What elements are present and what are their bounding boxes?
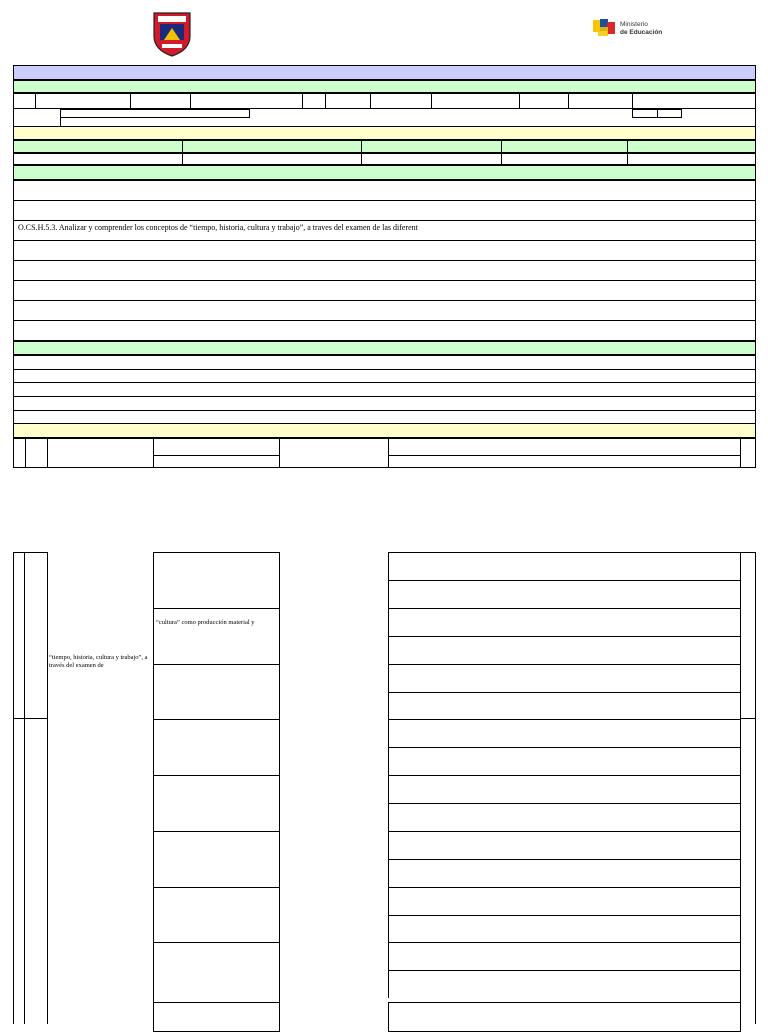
objective-text: O.CS.H.5.3. Analizar y comprender los conceptos de “tiempo, historia, cultura y trabajo”, a traves del examen de las diferent [18,223,418,232]
resource-cell-16 [388,1002,741,1032]
title-band [13,65,756,80]
axes-band [13,341,756,355]
activity-cell-5 [153,775,280,832]
ministry-logo [593,17,663,43]
resource-cell-1 [388,552,741,581]
school-logo [150,10,194,58]
resource-cell-3 [388,608,741,637]
info-row [13,93,756,109]
resource-cell-11 [388,831,741,860]
period-band [13,126,756,140]
activity-cell-3 [153,664,280,720]
ministry-logo-text-1: Ministerio [620,21,648,28]
resource-cell-9 [388,775,741,804]
resource-cell-14 [388,915,741,943]
resource-cell-2 [388,580,741,609]
resource-cell-10 [388,803,741,832]
objectives-band [13,165,756,180]
resource-cell-15 [388,942,741,971]
objective-row-7 [13,300,756,321]
resource-cell-13 [388,887,741,916]
planning-header [13,438,756,468]
activity-cell-9 [153,1002,280,1032]
info-band [13,80,756,93]
activity-cell-7 [153,887,280,943]
axes-row-4 [13,396,756,411]
columns-header-row [13,140,756,153]
resource-cell-5 [388,664,741,693]
activity-cell-6 [153,831,280,888]
objective-row-1 [13,180,756,201]
columns-value-row [13,153,756,165]
objective-row-5 [13,260,756,281]
axes-row-2 [13,369,756,383]
axes-row-5 [13,410,756,424]
activity-cell-1 [153,552,280,609]
activity-text: “cultura” como producción material y [156,619,255,626]
resource-cell-6 [388,692,741,720]
ministry-logo-text-2: de Educación [620,29,663,36]
activity-cell-2 [153,608,280,665]
objective-row-2 [13,200,756,221]
axes-row-3 [13,382,756,397]
resource-cell-8 [388,747,741,776]
resource-cell-12 [388,859,741,888]
ministry-flag-icon [593,17,619,39]
objective-row-4 [13,240,756,261]
axes-row-1 [13,355,756,370]
resource-cell-4 [388,636,741,665]
planning-band [13,423,756,438]
activity-cell-8 [153,942,280,1003]
resource-cell-7 [388,719,741,748]
activity-cell-4 [153,719,280,776]
info-subrow-field [60,109,250,118]
objective-row-8 [13,320,756,341]
destreza-text: “tiempo, historia, cultura y trabajo”, a través del examen de [49,654,148,669]
objective-row-3 [13,220,756,241]
objective-row-6 [13,280,756,301]
